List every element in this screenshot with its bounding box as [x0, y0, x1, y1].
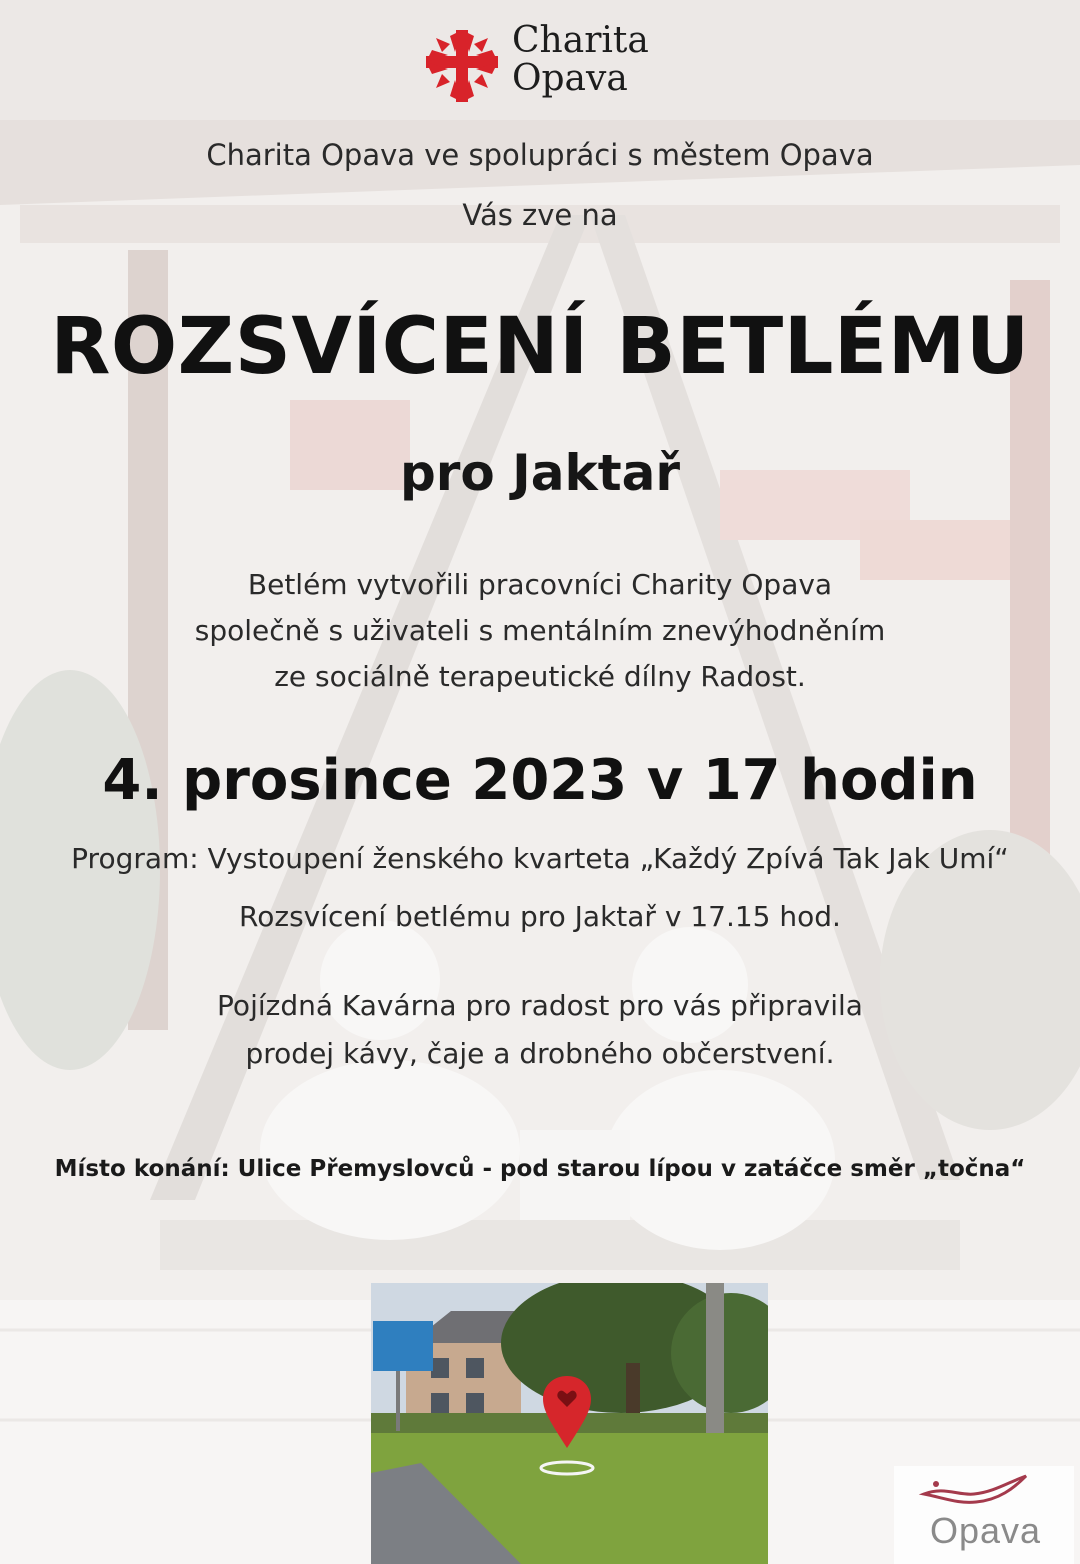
description-line-2: společně s uživateli s mentálním znevýhodněním [194, 614, 886, 647]
event-subtitle: pro Jaktař [399, 444, 681, 502]
event-title: ROZSVÍCENÍ BETLÉMU [50, 302, 1030, 392]
opava-city-logo [894, 1466, 1074, 1564]
location-photo [371, 1283, 768, 1564]
description-line-3: ze sociálně terapeutické dílny Radost. [274, 660, 806, 693]
charita-logo [422, 22, 662, 112]
cafe-info [0, 982, 1080, 1078]
cafe-line-1: Pojízdná Kavárna pro radost pro vás připravila [217, 989, 863, 1022]
invite-text: Vás zve na [462, 198, 618, 232]
event-date: 4. prosince 2023 v 17 hodin [102, 748, 978, 813]
logo-line-2: Opava [512, 58, 628, 99]
program-line-1: Program: Vystoupení ženského kvarteta „Každý Zpívá Tak Jak Umí“ [71, 842, 1009, 875]
event-description [0, 562, 1080, 700]
description-line-1: Betlém vytvořili pracovníci Charity Opava [247, 568, 833, 601]
intro-text: Charita Opava ve spolupráci s městem Opava [206, 138, 874, 172]
program-line-2: Rozsvícení betlému pro Jaktař v 17.15 hod. [239, 900, 841, 933]
opava-logo-text: Opava [930, 1510, 1042, 1551]
event-location: Místo konání: Ulice Přemyslovců - pod starou lípou v zatáčce směr „točna“ [54, 1156, 1026, 1182]
charita-flame-cross-icon [422, 26, 502, 106]
logo-line-1: Charita [512, 20, 649, 61]
cafe-line-2: prodej kávy, čaje a drobného občerstvení. [245, 1037, 835, 1070]
